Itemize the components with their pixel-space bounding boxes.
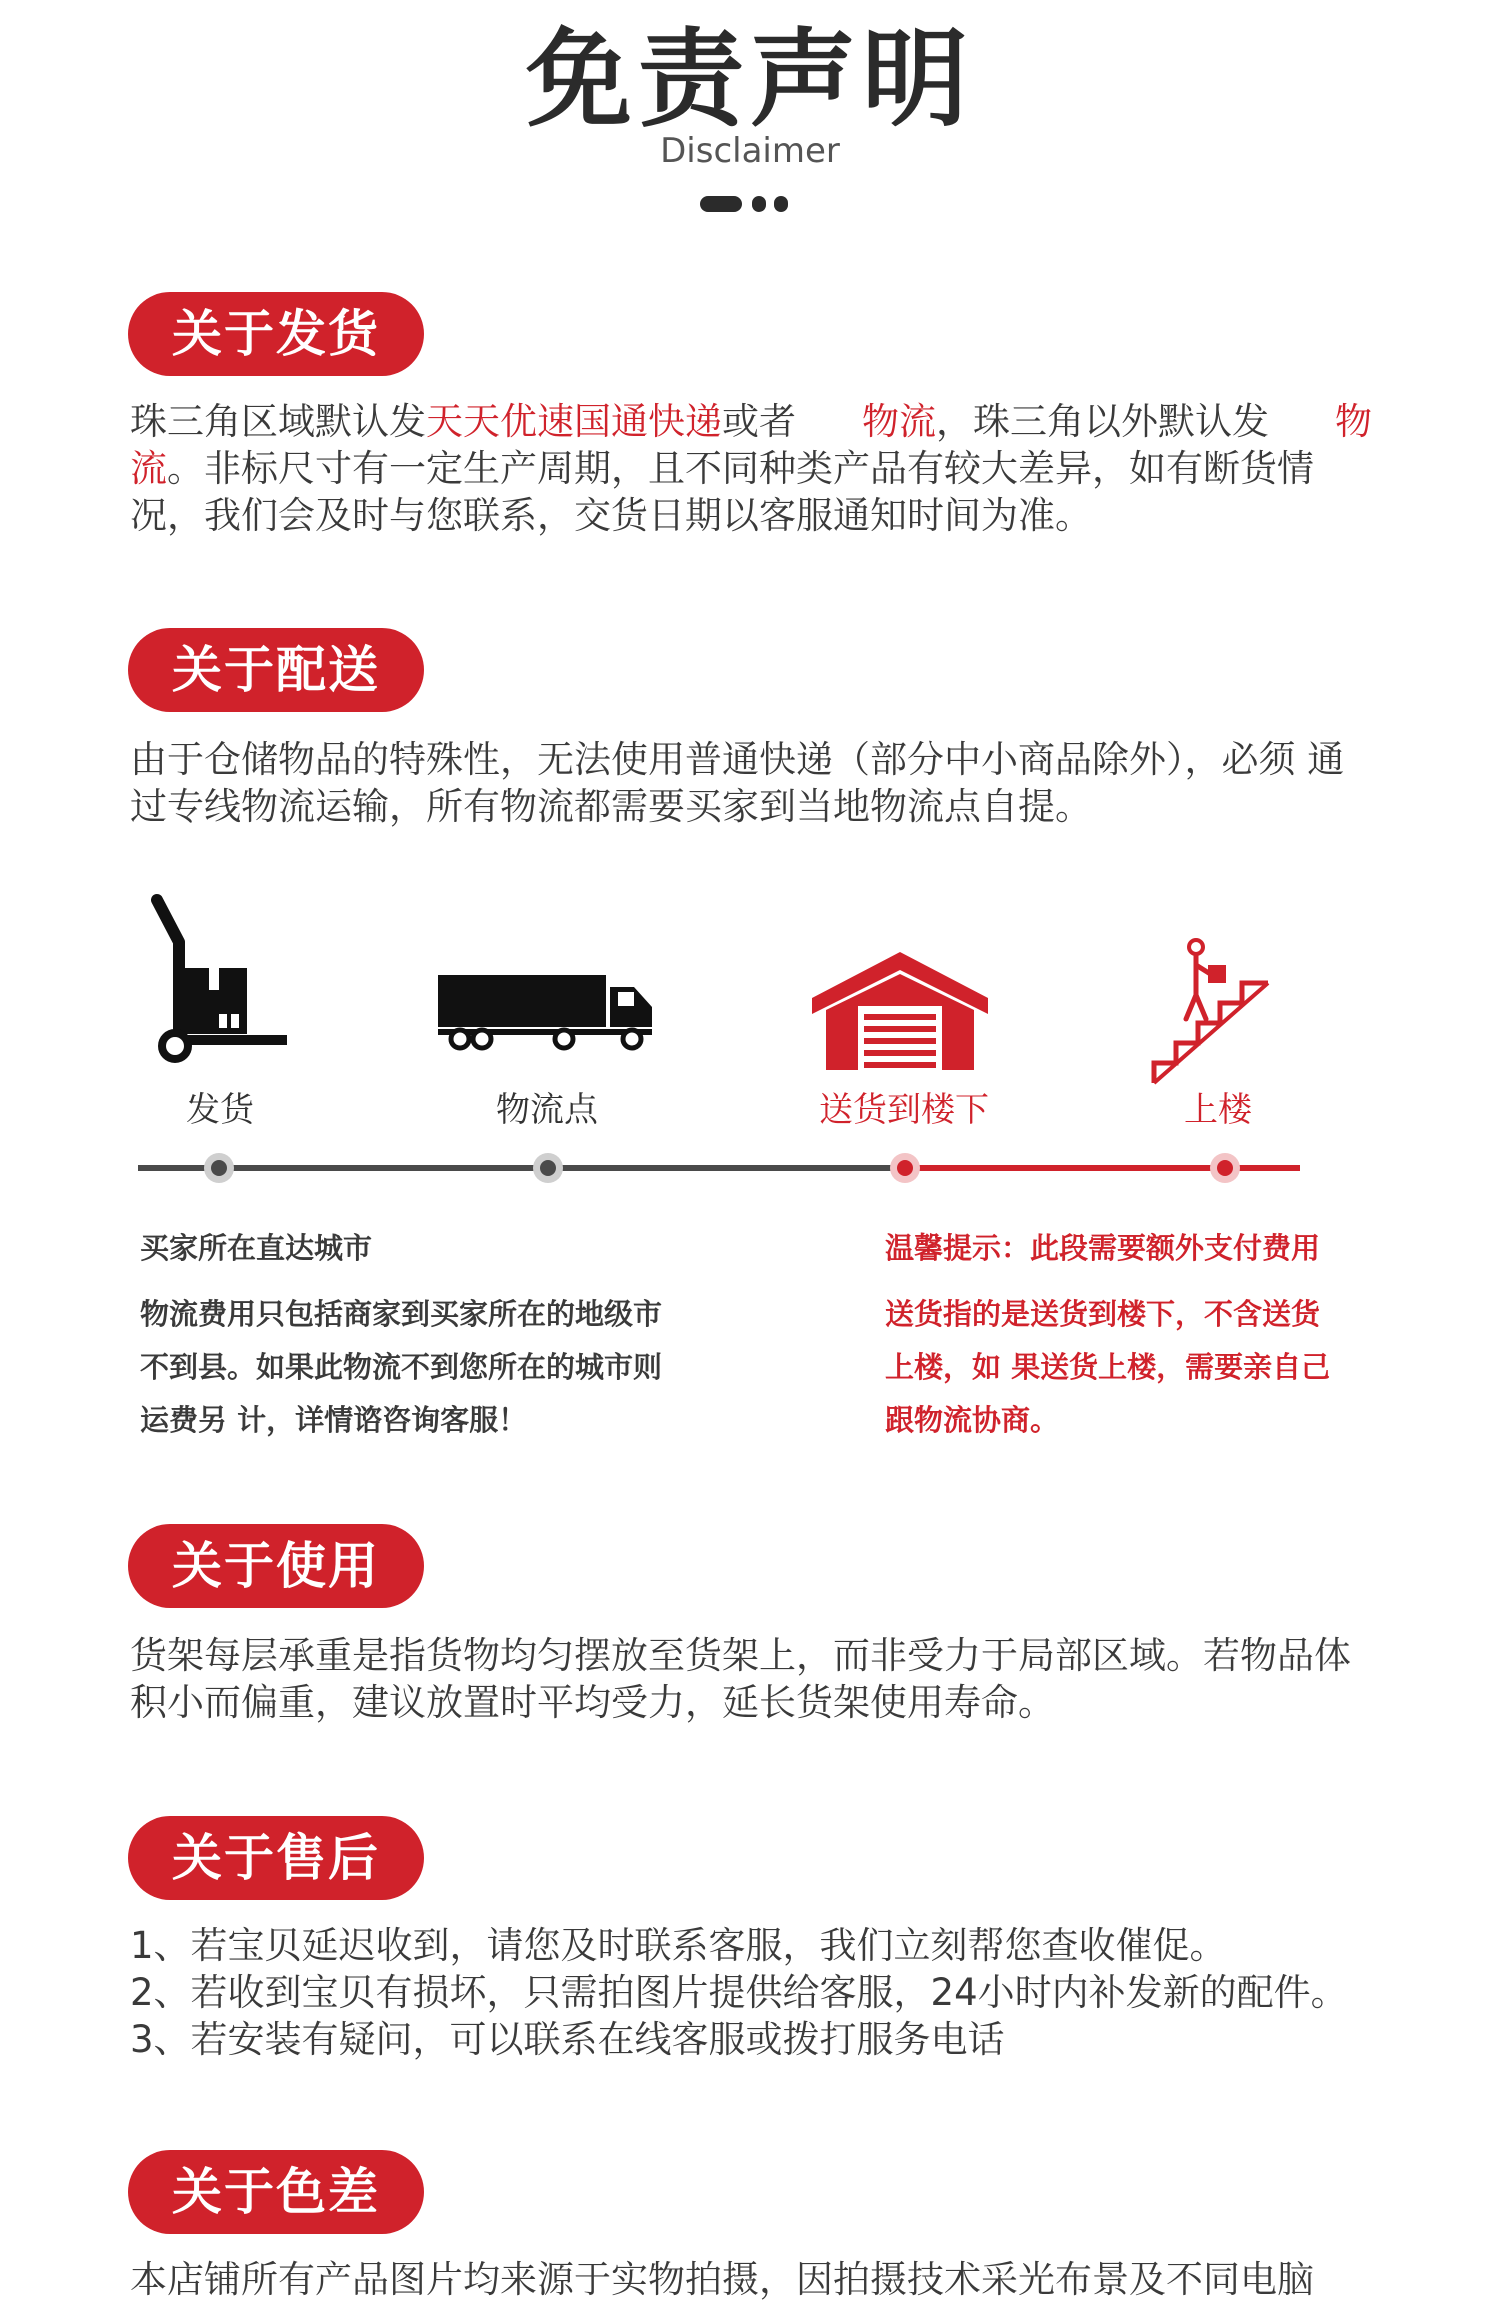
section-label-delivery: 关于配送	[128, 628, 424, 712]
shipping-paragraph: 珠三角区域默认发天天优速国通快递或者 物流，珠三角以外默认发 物流。非标尺寸有一定生产周期，且不同种类产品有较大差异，如有断货情况，我们会及时与您联系，交货日期以客服通知时间为准。	[130, 400, 1372, 537]
stairs-carry-icon	[1150, 935, 1274, 1085]
aftersale-line: 3、若安装有疑问，可以联系在线客服或拨打服务电话	[130, 2018, 1005, 2061]
section-label-shipping: 关于发货	[128, 292, 424, 376]
section-label-usage: 关于使用	[128, 1524, 424, 1608]
right-note-line: 跟物流协商。	[885, 1403, 1060, 1437]
stage-label: 物流点	[496, 1090, 598, 1130]
right-note-line: 上楼，如 果送货上楼，需要亲自己	[885, 1350, 1331, 1384]
section-label-color-diff: 关于色差	[128, 2150, 424, 2234]
usage-paragraph: 货架每层承重是指货物均匀摆放至货架上，而非受力于局部区域。若物品体积小而偏重，建议放置时平均受力，延长货架使用寿命。	[130, 1634, 1351, 1724]
truck-icon	[438, 975, 658, 1055]
aftersale-line: 1、若宝贝延迟收到，请您及时联系客服，我们立刻帮您查收催促。	[130, 1924, 1227, 1967]
right-note-line: 送货指的是送货到楼下，不含送货	[885, 1297, 1321, 1331]
stage-label: 发货	[186, 1090, 254, 1130]
section-label-aftersale: 关于售后	[128, 1816, 424, 1900]
left-note-line: 不到县。如果此物流不到您所在的城市则	[140, 1350, 663, 1384]
warehouse-icon	[812, 952, 988, 1070]
left-note-line: 物流费用只包括商家到买家所在的地级市	[140, 1297, 663, 1331]
left-note-title: 买家所在直达城市	[140, 1231, 373, 1265]
delivery-paragraph: 由于仓储物品的特殊性，无法使用普通快递（部分中小商品除外），必须 通过专线物流运输，所有物流都需要买家到当地物流点自提。	[130, 738, 1345, 828]
left-note-line: 运费另 计，详情谘咨询客服！	[140, 1403, 528, 1437]
page-title: 免责声明	[526, 18, 974, 141]
stage-label: 上楼	[1184, 1090, 1252, 1130]
page-subtitle: Disclaimer	[660, 131, 840, 171]
aftersale-line: 2、若收到宝贝有损坏，只需拍图片提供给客服，24小时内补发新的配件。	[130, 1971, 1348, 2014]
timeline	[0, 1150, 1500, 1190]
stage-label: 送货到楼下	[819, 1090, 989, 1130]
hand-truck-icon	[145, 892, 295, 1062]
color-diff-paragraph: 本店铺所有产品图片均来源于实物拍摄，因拍摄技术采光布景及不同电脑	[130, 2258, 1314, 2301]
right-note-title: 温馨提示：此段需要额外支付费用	[885, 1231, 1321, 1265]
